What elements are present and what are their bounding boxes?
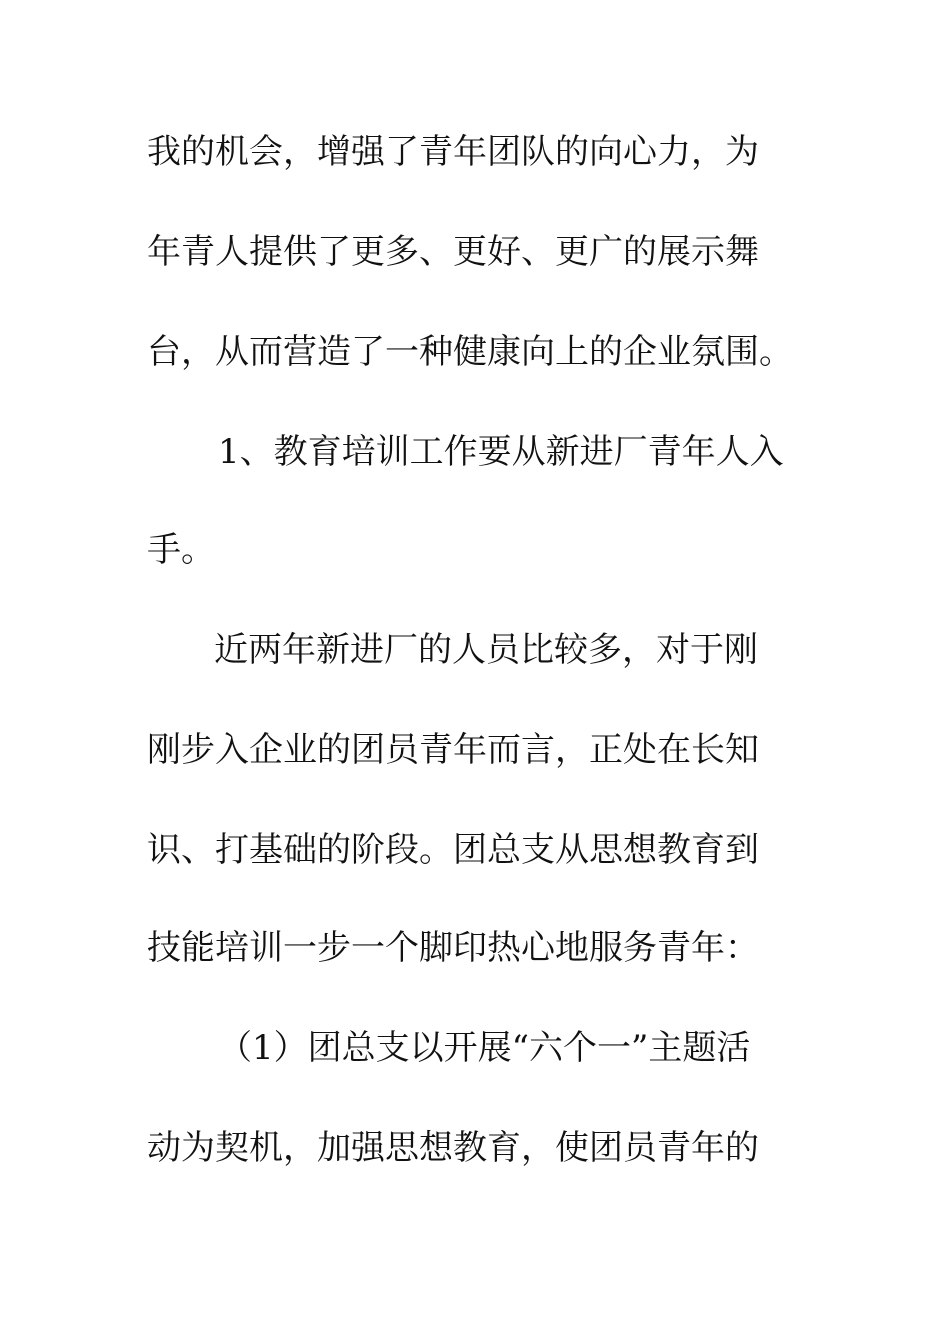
text-line-3: 台，从而营造了一种健康向上的企业氛围。 [147, 332, 793, 372]
section-heading-1: 1、教育培训工作要从新进厂青年人入 [218, 432, 784, 472]
text-line-8: 识、打基础的阶段。团总支从思想教育到 [147, 830, 759, 870]
text-line-2: 年青人提供了更多、更好、更广的展示舞 [147, 232, 759, 272]
text-line-11: 动为契机，加强思想教育，使团员青年的 [147, 1128, 759, 1168]
text-line-7: 刚步入企业的团员青年而言，正处在长知 [147, 730, 759, 770]
text-line-5: 手。 [147, 530, 215, 570]
subsection-line-1: （1）团总支以开展“六个一”主题活 [218, 1028, 751, 1068]
paragraph-start-line: 近两年新进厂的人员比较多，对于刚 [214, 630, 758, 670]
text-line-9: 技能培训一步一个脚印热心地服务青年： [147, 928, 759, 968]
text-line-1: 我的机会，增强了青年团队的向心力，为 [147, 132, 759, 172]
